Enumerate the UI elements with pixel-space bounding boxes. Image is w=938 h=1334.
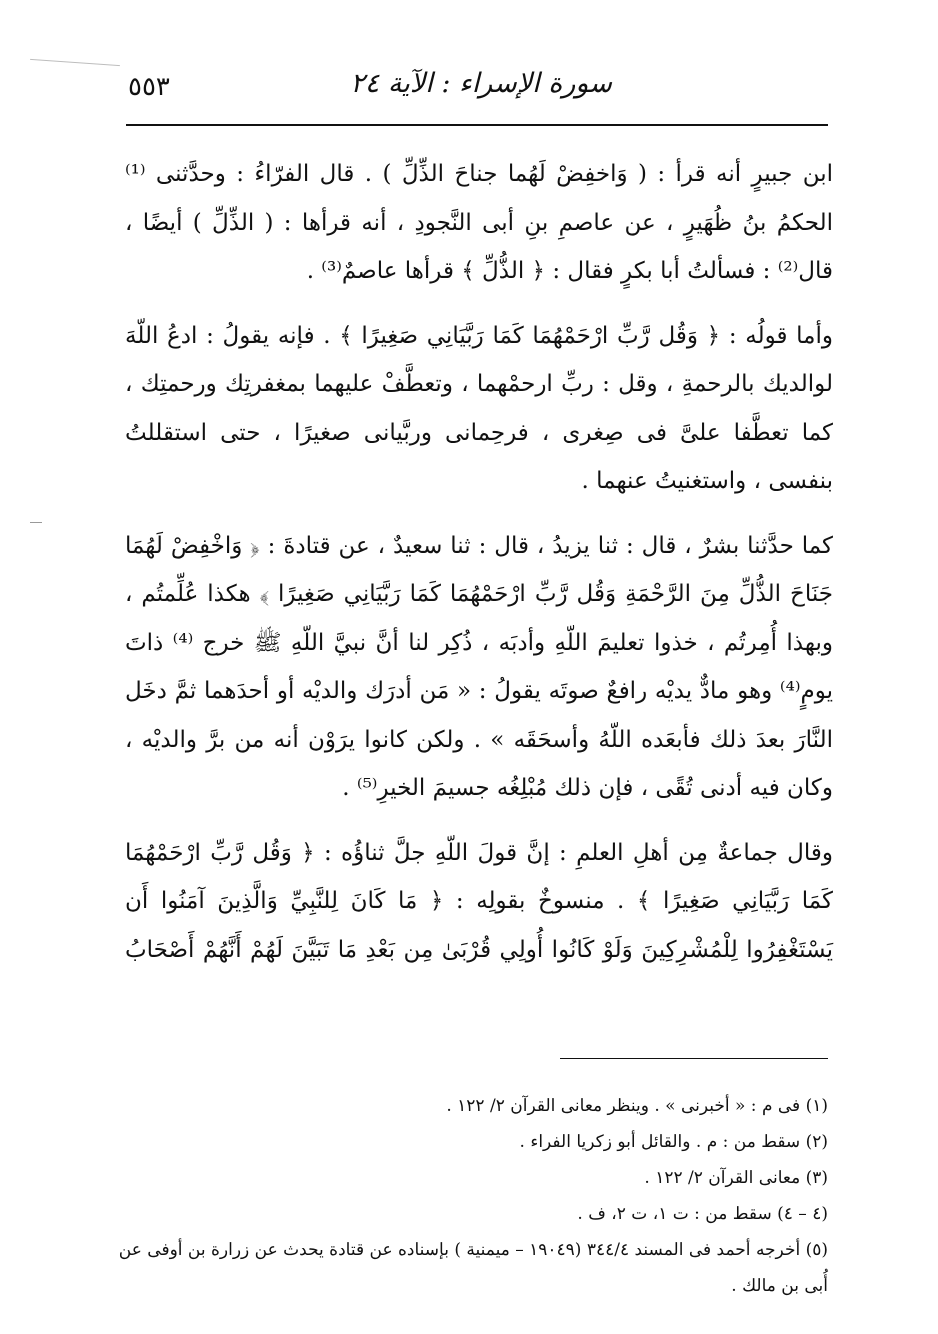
footnote-divider — [560, 1058, 828, 1059]
footnote-3: (٣) معانى القرآن ٢/ ١٢٢ . — [644, 1168, 828, 1188]
header-divider — [126, 124, 828, 126]
footnote-4: (٤ – ٤) سقط من : ت ١، ت ٢، ف . — [577, 1204, 828, 1224]
paragraph-4: وقال جماعةٌ مِن أهلِ العلمِ : إنَّ قولَ اللّهِ جلَّ ثناؤُه : ﴿ وَقُل رَّبِّ ارْحَمْهُمَا كَمَا رَبَّيَانِي صَغِيرًا ﴾ . منسوخٌ بقولِه : ﴿ مَا كَانَ لِلنَّبِيِّ وَالَّذِينَ آمَنُوا أَن يَسْتَغْفِرُوا لِلْمُشْرِكِينَ وَلَوْ كَانُوا أُولِي قُرْبَىٰ مِن بَعْدِ مَا تَبَيَّنَ لَهُمْ أَنَّهُمْ أَصْحَابُ — [125, 839, 833, 963]
footnote-2: (٢) سقط من : م . والقائل أبو زكريا الفراء . — [519, 1132, 828, 1152]
paragraph-3: كما حدَّثنا بشرٌ ، قال : ثنا يزيدُ ، قال : ثنا سعيدٌ ، عن قتادةَ : ﴿ وَاخْفِضْ لَهُمَا جَنَاحَ الذُّلِّ مِنَ الرَّحْمَةِ وَقُل رَّبِّ ارْحَمْهُمَا كَمَا رَبَّيَانِي صَغِيرًا ﴾ هكذا عُلِّمتُم ، وبهذا أُمِرتُم ، خذوا تعليمَ اللّهِ وأدبَه ، ذُكِر لنا أنَّ نبيَّ اللّهِ ﷺ خرج ⁽⁴⁾ ذاتَ يومٍ⁽⁴⁾ وهو مادٌّ يديْه رافعٌ صوتَه يقولُ : « مَن أدرَك والديْه أو أحدَهما ثمَّ دخَل النَّارَ بعدَ ذلك فأبعَده اللّهُ وأسحَقَه » . ولكن كانوا يرَوْن أنه من برَّ والديْه ، وكان فيه أدنى تُقًى ، فإن ذلك مُبْلِغُه جسيمَ الخيرِ⁽⁵⁾ . — [125, 532, 833, 801]
page-header — [128, 68, 826, 108]
page-number: ٥٥٣ — [128, 72, 170, 102]
running-title: سورة الإسراء : الآية ٢٤ — [350, 68, 612, 99]
footnotes — [108, 1088, 828, 1304]
paragraph-2: وأما قولُه : ﴿ وَقُل رَّبِّ ارْحَمْهُمَا كَمَا رَبَّيَانِي صَغِيرًا ﴾ . فإنه يقولُ : ادعُ اللّهَ لوالديك بالرحمةِ ، وقل : ربِّ ارحمْهما ، وتعطَّفْ عليهما بمغفرتِك ورحمتِك ، كما تعطَّفا علىَّ فى صِغرى ، فرحِمانى وربَّيانى صغيرًا ، حتى استقللتُ بنفسى ، واستغنيتُ عنهما . — [125, 322, 833, 494]
paragraph-1: ابن جبيرٍ أنه قرأ : ( وَاخفِضْ لَهُما جناحَ الذِّلِّ ) . قال الفرّاءُ : وحدَّثنى ⁽¹⁾ الحكمُ بنُ ظُهَيرٍ ، عن عاصمِ بنِ أبى النَّجودِ ، أنه قرأها : ( الذِّلِّ ) أيضًا ، قال⁽²⁾ : فسألتُ أبا بكرٍ فقال : ﴿ الذُّلِّ ﴾ قرأها عاصمٌ⁽³⁾ . — [125, 161, 833, 284]
footnote-1: (١) فى م : « أخبرنى » . وينظر معانى القرآن ٢/ ١٢٢ . — [446, 1096, 828, 1116]
main-text — [125, 150, 833, 990]
scan-artifact-line — [30, 59, 120, 66]
footnote-5: (٥) أخرجه أحمد فى المسند ٣٤٤/٤ (١٩٠٤٩ – ميمنية ) بإسناده عن قتادة يحدث عن زرارة بن أوفى عن أُبى بن مالك . — [118, 1240, 828, 1296]
scan-artifact-mark — [30, 522, 42, 523]
